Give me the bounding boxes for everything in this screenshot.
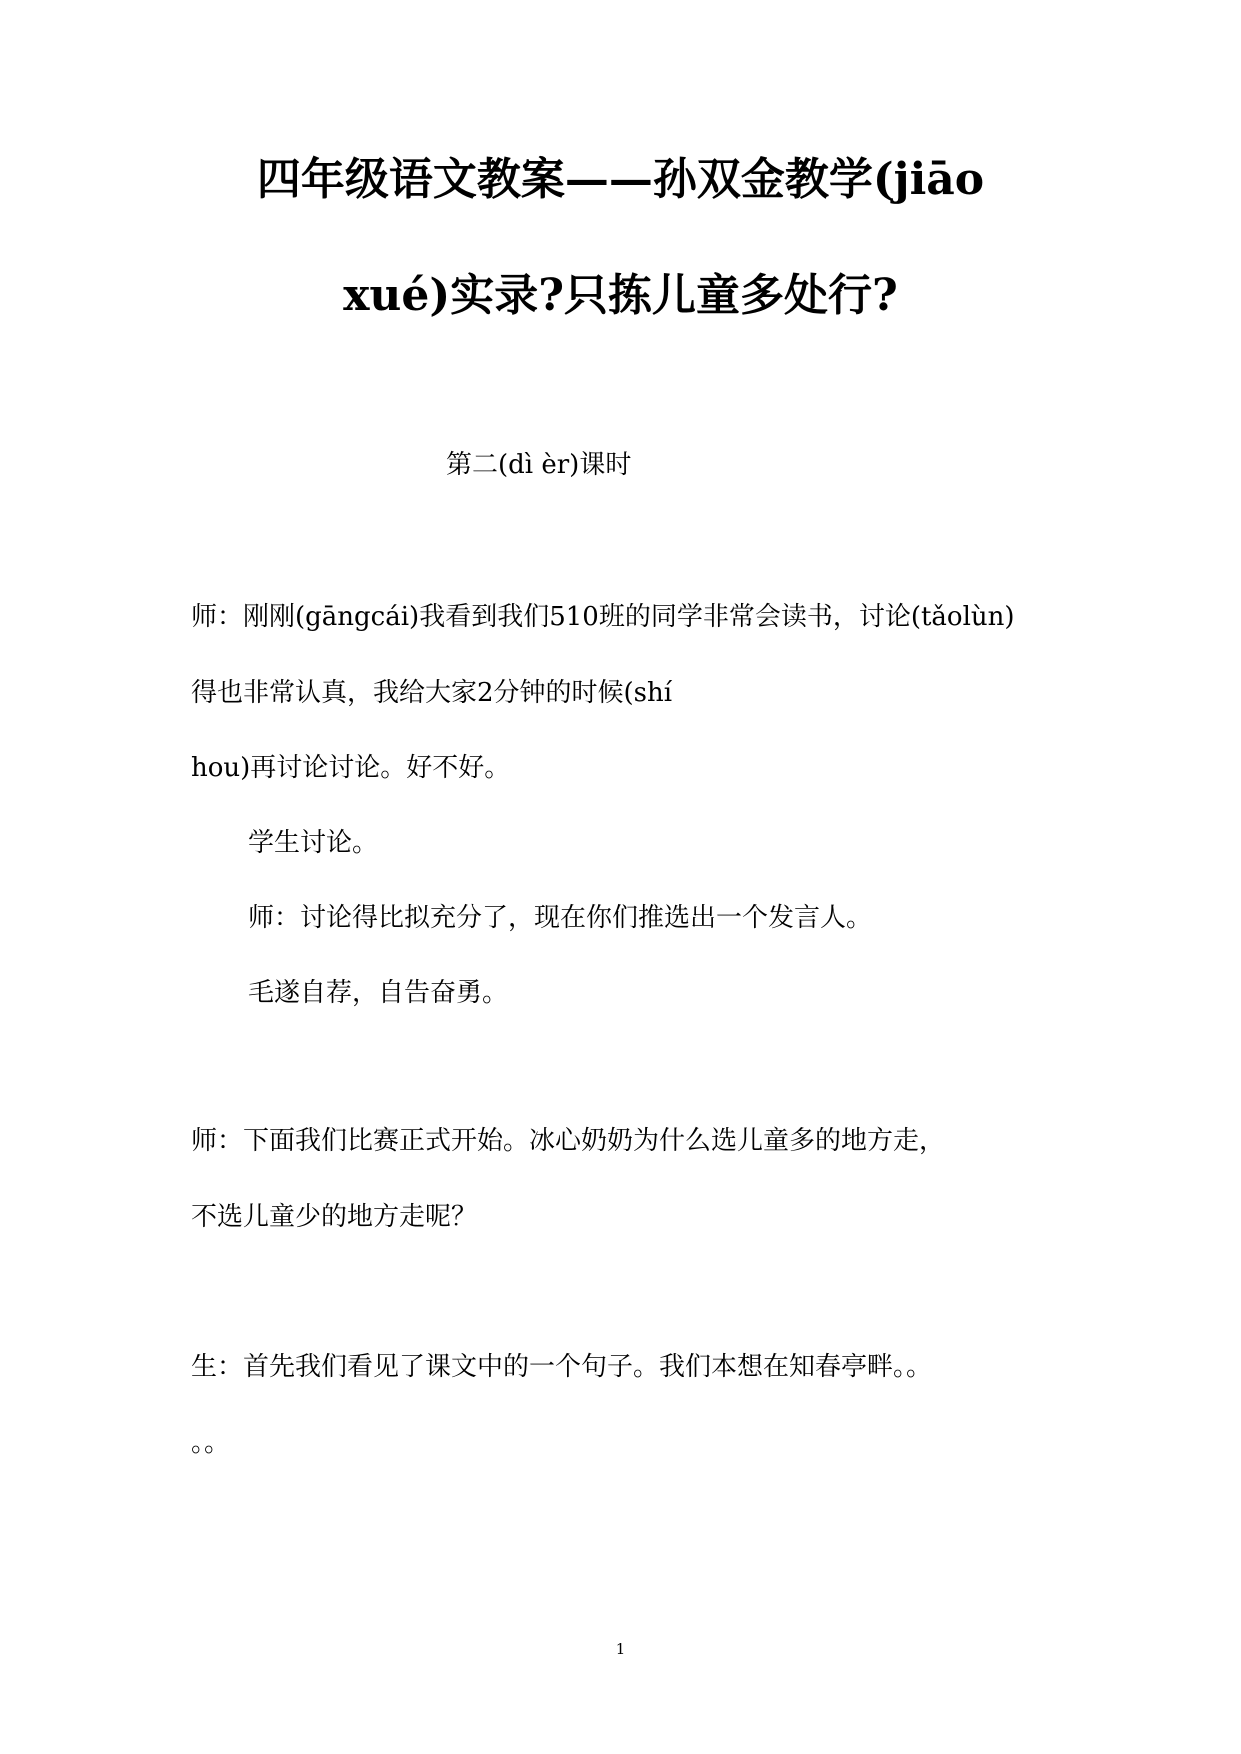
paragraph-1-line-1: 师：刚刚(gāngcái)我看到我们510班的同学非常会读书，讨论(tǎolùn) [191,602,1015,632]
paragraph-6-line-2: 。。 [191,1428,231,1458]
document-title-line-2: xué)实录?只拣儿童多处行? [343,270,898,321]
paragraph-6-line-1: 生：首先我们看见了课文中的一个句子。我们本想在知春亭畔。。 [191,1352,933,1382]
page-number: 1 [615,1640,626,1658]
paragraph-5-line-1: 师：下面我们比赛正式开始。冰心奶奶为什么选儿童多的地方走， [191,1126,946,1156]
document-title-line-1: 四年级语文教案——孙双金教学(jiāo [256,154,985,205]
paragraph-2: 学生讨论。 [248,828,379,858]
paragraph-4: 毛遂自荐，自告奋勇。 [248,978,509,1008]
paragraph-5-line-2: 不选儿童少的地方走呢？ [191,1202,478,1232]
paragraph-1-line-2: 得也非常认真，我给大家2分钟的时候(shí [191,678,673,708]
paragraph-1-line-3: hou)再讨论讨论。好不好。 [191,753,511,783]
lesson-subtitle: 第二(dì èr)课时 [446,450,632,480]
paragraph-3: 师：讨论得比拟充分了，现在你们推选出一个发言人。 [248,903,873,933]
